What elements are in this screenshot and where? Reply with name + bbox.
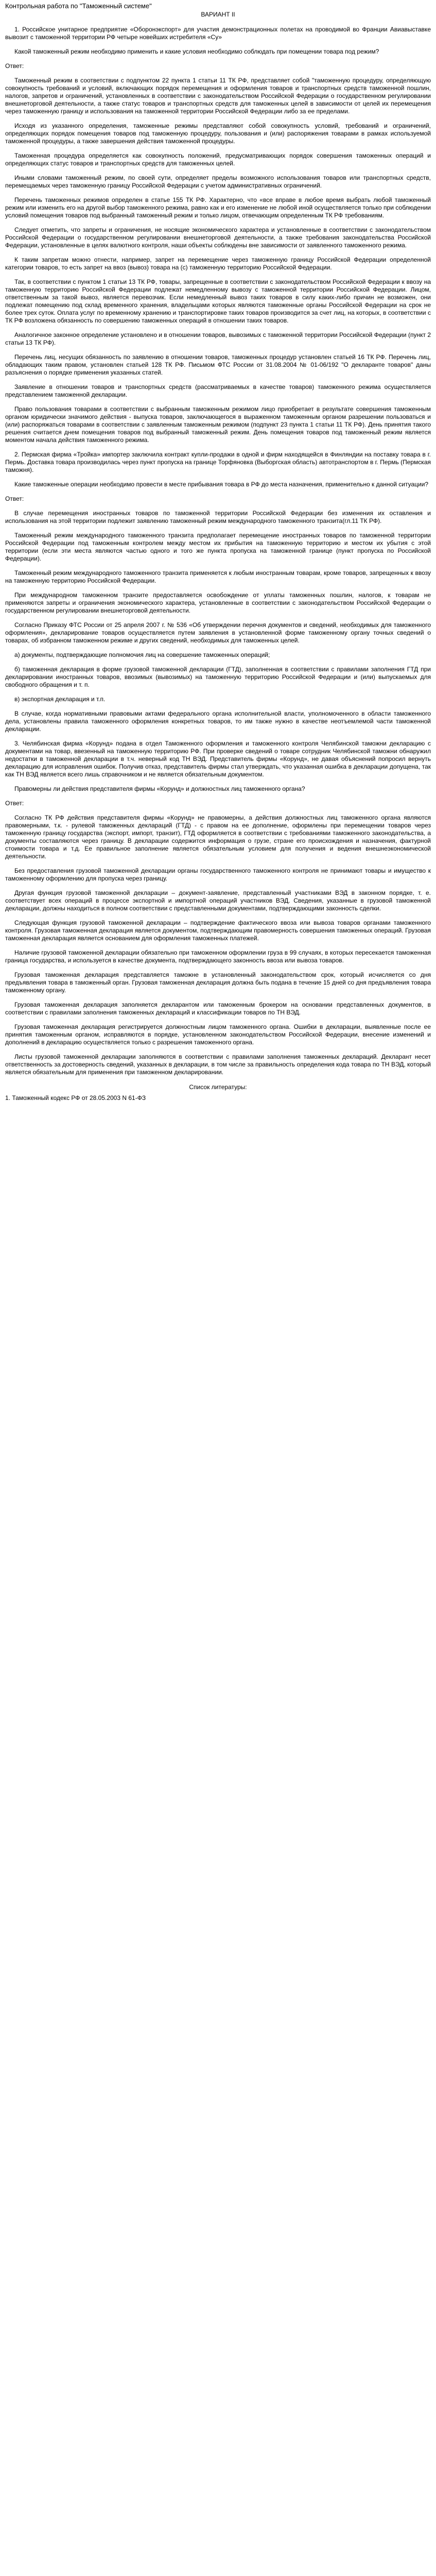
paragraph: Ответ: <box>5 62 24 70</box>
paragraph: Наличие грузовой таможенной декларации обязательно при таможенном оформлении груза в 99 случаях, в которых пересекается таможенная граница государства, и используется в качестве документа, подтверждающего законность ввоза или вывоза товаров. <box>5 949 433 964</box>
paragraph: 3. Челябинская фирма «Корунд» подана в отдел Таможенного оформления и таможенного контроля Челябинской таможни декларацию с документами на товар, ввезенный на таможенную территорию РФ. При проверке сведений о товаре сотрудник Челябинской таможни обнаружил недостатки в таможенной декларации в т.ч. неверный код ТН ВЭД. Представитель фирмы «Корунд», не давая объяснений попросил вернуть декларацию для исправления ошибок. Получив отказ, представитель фирмы стал утверждать, что указанная ошибка в декларации допущена, так как ТН ВЭД является всего лишь справочником и не является обязательным документом. <box>5 740 433 778</box>
document <box>0 0 436 1114</box>
paragraph: в) экспортная декларация и т.п. <box>14 696 106 703</box>
paragraph: Перечень таможенных режимов определен в статье 155 ТК РФ. Характерно, что «все вправе в любое время выбрать любой таможенный режим или изменить его на другой выбор таможенного режима, равно как и его изменение не любой иной осуществляется только при соблюдении условий помещения товаров под выбранный таможенный режим и только лицом, отвечающим определенным ТК РФ требованиям. <box>5 196 433 219</box>
paragraph: В случае, когда нормативными правовыми актами федерального органа исполнительной власти, уполномоченного в области таможенного дела, установлены правила таможенного оформления конкретных товаров, то им также нужно в качестве неотъемлемой части таможенной декларации. <box>5 710 433 733</box>
variant-label: ВАРИАНТ II <box>201 11 235 18</box>
paragraph: Так, в соответствии с пунктом 1 статьи 13 ТК РФ, товары, запрещенные в соответствии с законодательством Российской Федерации к ввозу на таможенную территорию Российской Федерации подлежат немедленному вывозу с таможенной территории Российской Федерации. Лицом, ответственным за такой вывоз, является перевозчик. Если немедленный вывоз таких товаров в силу каких-либо причин не возможен, они подлежат помещению под склад временного хранения, владельцами которых являются таможенные органы Российской Федерации на срок не более трех суток. Оплата услуг по временному хранению и транспортировке таких товаров производится за счет лиц, на которых, в соответствии с ТК РФ возложена обязанность по совершению таможенных операций в отношении таких товаров. <box>5 278 433 324</box>
paragraph: Листы грузовой таможенной декларации заполняются в соответствии с правилами заполнения таможенных деклараций. Декларант несет ответственность за достоверность сведений, указанных в декларации, в том числе за правильность определения кода товара по ТН ВЭД, который является обязательным для применения при таможенном декларировании. <box>5 1053 433 1076</box>
paragraph: Таможенный режим международного таможенного транзита применяется к любым иностранным товарам, кроме товаров, запрещенных к ввозу на таможенную территорию Российской Федерации. <box>5 569 433 584</box>
paragraph: Согласно ТК РФ действия представителя фирмы «Корунд» не правомерны, а действия должностных лиц таможенного органа являются правомерными, т.к. - рулевой таможенных деклараций (ГТД) - с правом на ее дополнение, оформлены при перемещении товаров через таможенную границу государства (экспорт, импорт, транзит), ГТД оформляется в соответствии с требованиями таможенного законодательства, а документы составляются через границу. В декларации содержится информация о грузе, стране его происхождения и назначения, фактурной стоимости товара и т.д. Ее правильное заполнение является обязательным условием для получения и ведения внешнеэкономической деятельности. <box>5 814 433 860</box>
paragraph: Грузовая таможенная декларация заполняется декларантом или таможенным брокером на основании представленных документов, в соответствии с правилами заполнения таможенных деклараций и классификации товаров по ТН ВЭД. <box>5 1001 433 1016</box>
paragraph: Ответ: <box>5 495 24 502</box>
paragraph: К таким запретам можно отнести, например, запрет на перемещение через таможенную границу Российской Федерации определенной категории товаров, то есть запрет на ввоз (вывоз) товара на (с) таможенную территорию Российской Федерации. <box>5 256 433 271</box>
paragraph: Какие таможенные операции необходимо провести в месте прибывания товара в РФ до места назначения, применительно к данной ситуации? <box>14 481 429 488</box>
references-list <box>5 1094 431 1102</box>
document-body <box>5 26 431 1076</box>
paragraph: Право пользования товарами в соответствии с выбранным таможенным режимом лицо приобретает в результате совершения таможенным органом юридически значимого действия - выпуска товаров, заключающегося в выраженном таможенным органом разрешении пользоваться и (или) распоряжаться товарами в соответствии с заявленным таможенным режимом (подпункт 23 пункта 1 статьи 11 ТК РФ). День принятия такого решения считается днем помещения товаров под выбранный таможенный режим. День помещения товаров под таможенный режим является моментом начала действия таможенного режима. <box>5 405 433 444</box>
paragraph: Следующая функция грузовой таможенной декларации – подтверждение фактического ввоза или вывоза товаров органами таможенного контроля. Грузовая таможенная декларация является документом, подтверждающим правомерность совершения таможенных операций. Грузовая таможенная декларация является основанием для оформления таможенных платежей. <box>5 919 433 942</box>
paragraph: б) таможенная декларация в форме грузовой таможенной декларации (ГТД), заполненная в соответствии с правилами заполнения ГТД при декларировании иностранных товаров, ввозимых (вывозимых) на таможенную территорию Российской Федерации и (или) выпускаемых для свободного обращения и т. п. <box>5 666 433 688</box>
paragraph: Аналогичное законное определение установлено и в отношении товаров, вывозимых с таможенной территории Российской Федерации (пункт 2 статьи 13 ТК РФ). <box>5 331 433 346</box>
paragraph: Таможенный режим международного таможенного транзита предполагает перемещение иностранных товаров по таможенной территории Российской Федерации под таможенным контролем между местом их прибытия на таможенную территорию и местом их убытия с этой территории (если эти места являются частью одного и того же пункта пропуска на таможенной границе (пункт пропуска по Российской Федерации). <box>5 532 433 562</box>
paragraph: Ответ: <box>5 800 24 807</box>
paragraph: 2. Пермская фирма «Тройка» импортер заключила контракт купли-продажи в одной и фирм находящейся в Финляндии на поставку товара в г. Пермь. Доставка товара производилась через пункт пропуска на границе Торфяновка (Выборгская область) автотранспортом в г. Пермь (Пермская таможня). <box>5 451 433 473</box>
paragraph: Согласно Приказу ФТС России от 25 апреля 2007 г. № 536 «Об утверждении перечня документов и сведений, необходимых для таможенного оформления», декларирование товаров осуществляется путем заявления в установленной форме таможенному органу точных сведений о товарах, об избранном таможенном режиме и других сведений, необходимых для таможенных целей. <box>5 621 433 644</box>
paragraph: Какой таможенный режим необходимо применить и какие условия необходимо соблюдать при помещении товара под режим? <box>14 48 379 55</box>
paragraph: Исходя из указанного определения, таможенные режимы представляют собой совокупность условий, требований и ограничений, определяющих порядок помещения товаров под таможенную процедуру, пользования и (или) распоряжения товарами в рамках используемой таможенной процедуры, а также завершения действия таможенной процедуры. <box>5 122 433 145</box>
paragraph: Без предоставления грузовой таможенной декларации органы государственного таможенного контроля не принимают товары и имущество к таможенному оформлению для пропуска через границу. <box>5 867 433 882</box>
references-title: Список литературы: <box>189 1083 247 1091</box>
paragraph: Заявление в отношении товаров и транспортных средств (рассматриваемых в качестве товаров) таможенного режима осуществляется представлением таможенной декларации. <box>5 383 433 398</box>
document-title: Контрольная работа по "Таможенный системе" <box>5 2 152 10</box>
reference-item: 1. Таможенный кодекс РФ от 28.05.2003 N 61-ФЗ <box>5 1094 146 1101</box>
paragraph: Другая функция грузовой таможенной декларации – документ-заявление, представленный участниками ВЭД в законном порядке, т. е. соответствует всех операций в процессе экспортной и импортной операций участников ВЭД. Сведения, указанные в грузовой таможенной декларации, должны находиться в полном соответствии с представленными документами, подтверждающими законность сделки. <box>5 889 433 912</box>
paragraph: Правомерны ли действия представителя фирмы «Корунд» и должностных лиц таможенного органа? <box>14 785 305 792</box>
paragraph: Грузовая таможенная декларация представляется таможне в установленный законодательством срок, который исчисляется со дня предъявления товара в таможенный орган. Грузовая таможенная декларация должна быть подана в течение 15 дней со дня предъявления товара таможенному органу. <box>5 971 433 994</box>
paragraph: В случае перемещения иностранных товаров по таможенной территории Российской Федерации без изменения их оставления и использования на этой территории подлежит заявлению таможенный режим международного таможенного транзита(гл.11 ТК РФ). <box>5 510 433 524</box>
paragraph: 1. Российское унитарное предприятие «Оборонэкспорт» для участия демонстрационных полетах на проводимой во Франции Авиавыставке вывозит с таможенной территории РФ четыре новейших истребителя «Су» <box>5 26 433 41</box>
paragraph: Перечень лиц, несущих обязанность по заявлению в отношении товаров, таможенных процедур установлен статьей 16 ТК РФ. Перечень лиц, обладающих таким правом, установлен статьей 128 ТК РФ. Письмом ФТС России от 31.08.2004 № 01-06/192 "О декларанте товаров" даны разъяснения о порядке применения указанных статей. <box>5 353 433 376</box>
paragraph: Иными словами таможенный режим, по своей сути, определяет пределы возможного использования товаров или транспортных средств, перемещаемых через таможенную границу Российской Федерации с учетом административных ограничений. <box>5 174 433 189</box>
paragraph: Таможенный режим в соответствии с подпунктом 22 пункта 1 статьи 11 ТК РФ, представляет собой "таможенную процедуру, определяющую совокупность требований и условий, включающих порядок перемещения и оформления товаров и транспортных средств таможенной пошлин, налогов, запретов и ограничений, установленных в соответствии с законодательством Российской Федерации о государственном регулировании внешнеторговой деятельности, а также статус товаров и транспортных средств для таможенных целей в зависимости от целей их перемещения через таможенную границу и использования на таможенной территории Российской Федерации либо за ее пределами. <box>5 77 433 115</box>
paragraph: а) документы, подтверждающие полномочия лиц на совершение таможенных операций; <box>14 651 270 658</box>
paragraph: Следует отметить, что запреты и ограничения, не носящие экономического характера и установленные в соответствии с законодательством Российской Федерации о государственном регулировании внешнеторговой деятельности, а также требования законодательства Российской Федерации, установленные в целях валютного контроля, наши объекты соблюдены вне зависимости от заявленного таможенного режима. <box>5 226 433 249</box>
paragraph: Грузовая таможенная декларация регистрируется должностным лицом таможенного органа. Ошибки в декларации, выявленные после ее принятия таможенным органом, исправляются в порядке, установленном законодательством Российской Федерации, внесение изменений и дополнений в декларацию осуществляется только с разрешения таможенного органа. <box>5 1023 433 1046</box>
paragraph: При международном таможенном транзите предоставляется освобождение от уплаты таможенных пошлин, налогов, к товарам не применяются запреты и ограничения экономического характера, установленные в соответствии с законодательством Российской Федерации о государственном регулировании внешнеторговой деятельности. <box>5 591 433 614</box>
paragraph: Таможенная процедура определяется как совокупность положений, предусматривающих порядок совершения таможенных операций и определяющих статус товаров и транспортных средств для таможенных целей. <box>5 152 433 167</box>
